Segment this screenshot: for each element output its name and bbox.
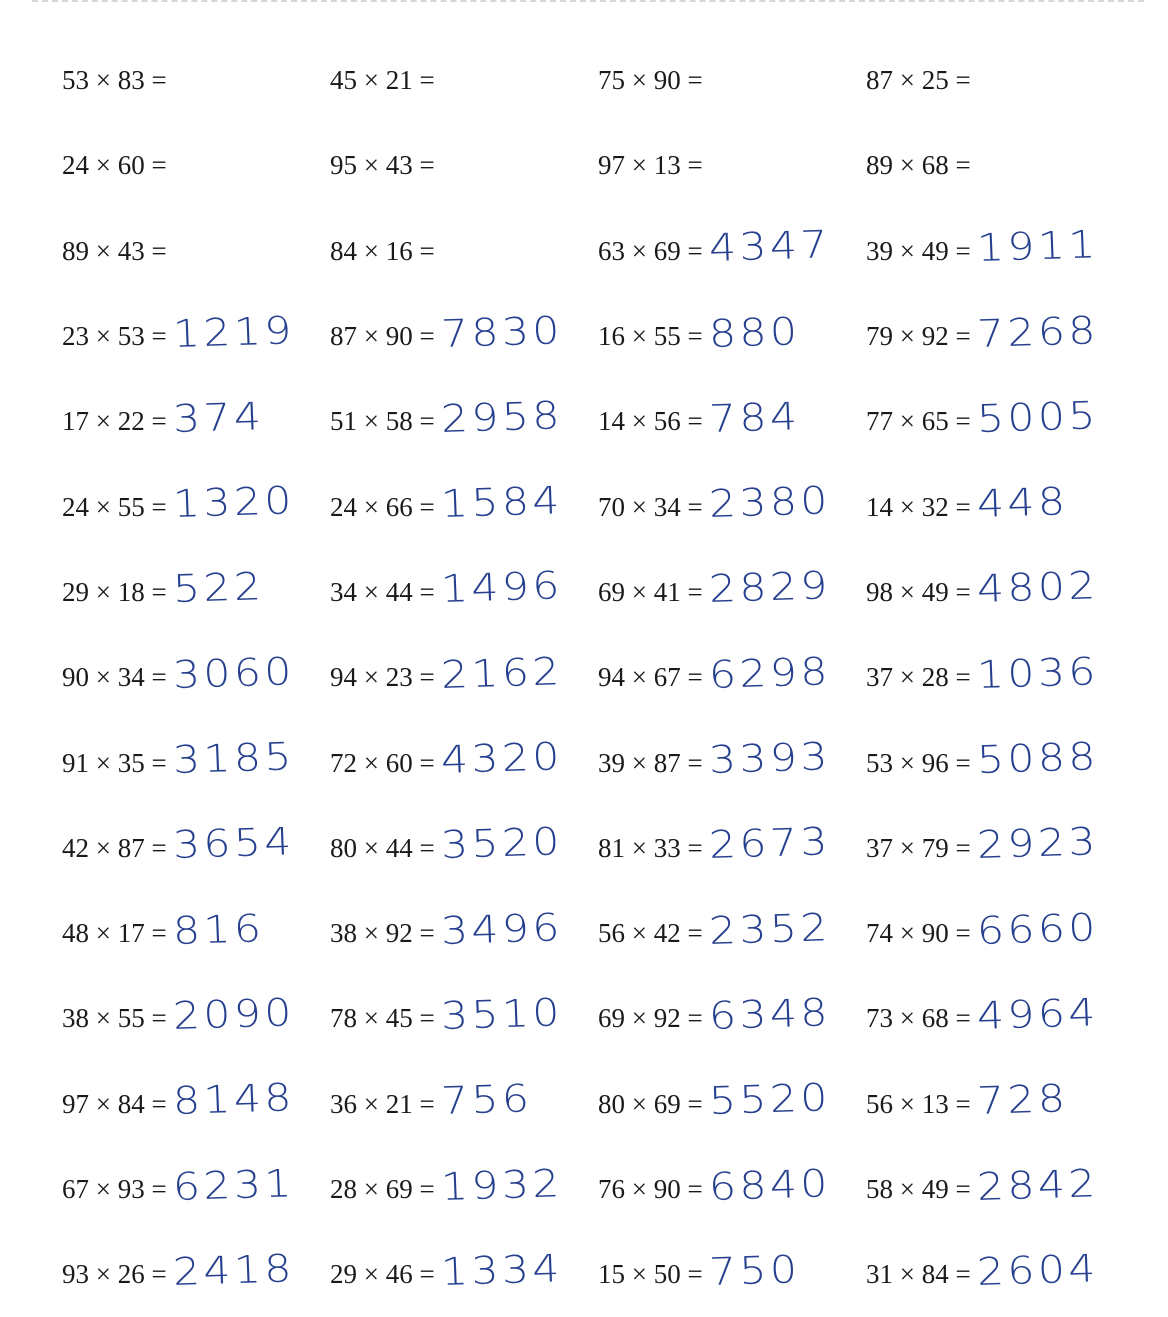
problem-cell [598,720,866,805]
problem-cell [62,379,330,464]
handwritten-answer: 2842 [975,1160,1100,1209]
problem-cell [330,976,598,1061]
problem-text: 53 × 96 = [866,747,971,778]
problem-cell [866,635,1134,720]
problem-cell [62,464,330,549]
problem-text: 36 × 21 = [330,1088,435,1119]
problem-text: 37 × 28 = [866,662,971,693]
problem-text: 72 × 60 = [330,747,435,778]
problem-cell [330,38,598,123]
handwritten-answer: 6348 [707,990,832,1038]
problem-text: 77 × 65 = [866,406,971,437]
problem-text: 51 × 58 = [330,406,435,437]
problem-text: 28 × 69 = [330,1174,435,1204]
handwritten-answer: 1932 [439,1160,564,1209]
problem-text: 70 × 34 = [598,491,703,522]
handwritten-answer: 8148 [171,1075,296,1124]
handwritten-answer: 7268 [975,307,1100,356]
handwritten-answer: 756 [439,1076,533,1124]
problem-cell [598,550,866,635]
problem-cell [330,635,598,720]
problem-text: 53 × 83 = [62,65,167,96]
problem-cell [866,379,1134,464]
problem-text: 34 × 44 = [330,576,435,607]
problem-cell [866,464,1134,549]
problem-cell [598,1147,866,1232]
problem-cell [598,123,866,208]
problem-text: 93 × 26 = [62,1259,167,1290]
problem-text: 97 × 84 = [62,1088,167,1119]
problem-text: 69 × 92 = [598,1003,703,1034]
handwritten-answer: 1334 [439,1246,564,1294]
handwritten-answer: 3393 [707,734,832,783]
problem-cell [330,123,598,208]
handwritten-answer: 2162 [439,648,564,697]
problem-cell [866,720,1134,805]
handwritten-answer: 2380 [707,478,832,527]
problem-cell [330,891,598,976]
problem-cell [62,806,330,891]
problem-text: 38 × 55 = [62,1003,167,1034]
problem-cell [598,976,866,1061]
problem-cell [62,635,330,720]
handwritten-answer: 2604 [975,1246,1100,1294]
handwritten-answer: 4347 [707,222,832,271]
problem-cell [866,1147,1134,1232]
problem-text: 73 × 68 = [866,1003,971,1034]
handwritten-answer: 2829 [707,563,832,612]
problem-cell [866,976,1134,1061]
problem-text: 84 × 16 = [330,235,435,266]
problem-cell [62,209,330,294]
problem-cell [62,976,330,1061]
problem-cell [866,1062,1134,1147]
problem-cell [330,720,598,805]
handwritten-answer: 816 [171,905,265,953]
handwritten-answer: 7830 [439,307,564,356]
handwritten-answer: 3654 [171,819,296,868]
problem-cell [62,550,330,635]
problem-text: 89 × 43 = [62,235,167,266]
problem-cell [62,123,330,208]
problem-text: 98 × 49 = [866,576,971,607]
problem-text: 69 × 41 = [598,576,703,607]
handwritten-answer: 5088 [975,734,1100,783]
problem-text: 17 × 22 = [62,406,167,437]
problem-cell [598,294,866,379]
problem-cell [598,379,866,464]
handwritten-answer: 1496 [439,563,564,612]
handwritten-answer: 6298 [707,648,832,697]
top-dashed-rule [32,0,1144,2]
problem-text: 31 × 84 = [866,1259,971,1290]
handwritten-answer: 880 [707,308,801,356]
handwritten-answer: 3496 [439,904,564,953]
handwritten-answer: 1911 [975,222,1100,271]
handwritten-answer: 4964 [975,990,1100,1038]
problem-text: 63 × 69 = [598,235,703,266]
problem-text: 94 × 67 = [598,662,703,693]
problem-text: 38 × 92 = [330,918,435,949]
handwritten-answer: 1219 [171,307,296,356]
problem-cell [62,294,330,379]
problem-cell [330,806,598,891]
handwritten-answer: 1036 [975,648,1100,697]
problem-cell [866,209,1134,294]
problem-cell [598,209,866,294]
problem-text: 24 × 66 = [330,491,435,522]
problem-text: 39 × 87 = [598,747,703,778]
problem-text: 94 × 23 = [330,662,435,693]
problem-cell [330,294,598,379]
problem-text: 87 × 90 = [330,321,435,352]
handwritten-answer: 5005 [975,393,1100,441]
problem-text: 29 × 18 = [62,576,167,607]
problem-text: 90 × 34 = [62,662,167,693]
handwritten-answer: 3060 [171,648,296,697]
problem-text: 79 × 92 = [866,321,971,352]
handwritten-answer: 6660 [975,904,1100,953]
problem-cell [866,806,1134,891]
problem-cell [866,38,1134,123]
handwritten-answer: 1584 [439,478,564,527]
problem-cell [598,1232,866,1317]
problem-text: 58 × 49 = [866,1174,971,1204]
handwritten-answer: 2923 [975,819,1100,868]
problem-cell [598,464,866,549]
problem-cell [330,1232,598,1317]
problem-cell [330,1147,598,1232]
handwritten-answer: 6840 [707,1160,832,1209]
problem-text: 56 × 13 = [866,1088,971,1119]
problem-cell [330,209,598,294]
handwritten-answer: 3520 [439,819,564,868]
problem-text: 80 × 69 = [598,1088,703,1119]
problem-text: 24 × 55 = [62,491,167,522]
problem-text: 37 × 79 = [866,832,971,863]
handwritten-answer: 2958 [439,393,564,441]
problem-text: 75 × 90 = [598,65,703,96]
handwritten-answer: 750 [707,1246,801,1294]
problem-cell [866,891,1134,976]
problem-text: 48 × 17 = [62,918,167,949]
problem-text: 16 × 55 = [598,321,703,352]
handwritten-answer: 728 [975,1076,1069,1124]
problem-text: 80 × 44 = [330,832,435,863]
problem-text: 56 × 42 = [598,918,703,949]
problem-text: 89 × 68 = [866,150,971,181]
problem-cell [866,550,1134,635]
handwritten-answer: 2673 [707,819,832,868]
problem-text: 14 × 32 = [866,491,971,522]
problem-cell [62,720,330,805]
handwritten-answer: 3510 [439,990,564,1038]
handwritten-answer: 6231 [171,1160,296,1209]
problem-cell [866,1232,1134,1317]
problem-cell [330,464,598,549]
problem-text: 91 × 35 = [62,747,167,778]
handwritten-answer: 522 [171,564,265,612]
handwritten-answer: 784 [707,393,801,441]
handwritten-answer: 4802 [975,563,1100,612]
problem-cell [62,1232,330,1317]
problem-cell [330,379,598,464]
problem-cell [62,891,330,976]
handwritten-answer: 374 [171,393,265,441]
problem-text: 24 × 60 = [62,150,167,181]
problem-text: 39 × 49 = [866,235,971,266]
problem-cell [866,294,1134,379]
problem-cell [330,1062,598,1147]
problem-text: 45 × 21 = [330,65,435,96]
problem-cell [62,38,330,123]
handwritten-answer: 3185 [171,734,296,783]
problem-cell [598,806,866,891]
problem-text: 23 × 53 = [62,321,167,352]
problem-cell [598,1062,866,1147]
problem-cell [62,1062,330,1147]
problem-cell [598,891,866,976]
problem-text: 97 × 13 = [598,150,703,181]
problem-text: 67 × 93 = [62,1174,167,1204]
problem-text: 14 × 56 = [598,406,703,437]
problem-cell [598,38,866,123]
problem-text: 76 × 90 = [598,1174,703,1204]
problem-cell [598,635,866,720]
handwritten-answer: 5520 [707,1075,832,1124]
problem-cell [330,550,598,635]
handwritten-answer: 2090 [171,990,296,1038]
problem-text: 74 × 90 = [866,918,971,949]
problem-cell [62,1147,330,1232]
handwritten-answer: 1320 [171,478,296,527]
problem-cell [866,123,1134,208]
problem-grid [62,38,1134,1317]
handwritten-answer: 4320 [439,734,564,783]
problem-text: 81 × 33 = [598,832,703,863]
handwritten-answer: 2352 [707,904,832,953]
handwritten-answer: 2418 [171,1246,296,1294]
problem-text: 15 × 50 = [598,1259,703,1290]
problem-text: 87 × 25 = [866,65,971,96]
problem-text: 42 × 87 = [62,832,167,863]
problem-text: 29 × 46 = [330,1259,435,1290]
problem-text: 95 × 43 = [330,150,435,181]
problem-text: 78 × 45 = [330,1003,435,1034]
handwritten-answer: 448 [975,479,1069,527]
